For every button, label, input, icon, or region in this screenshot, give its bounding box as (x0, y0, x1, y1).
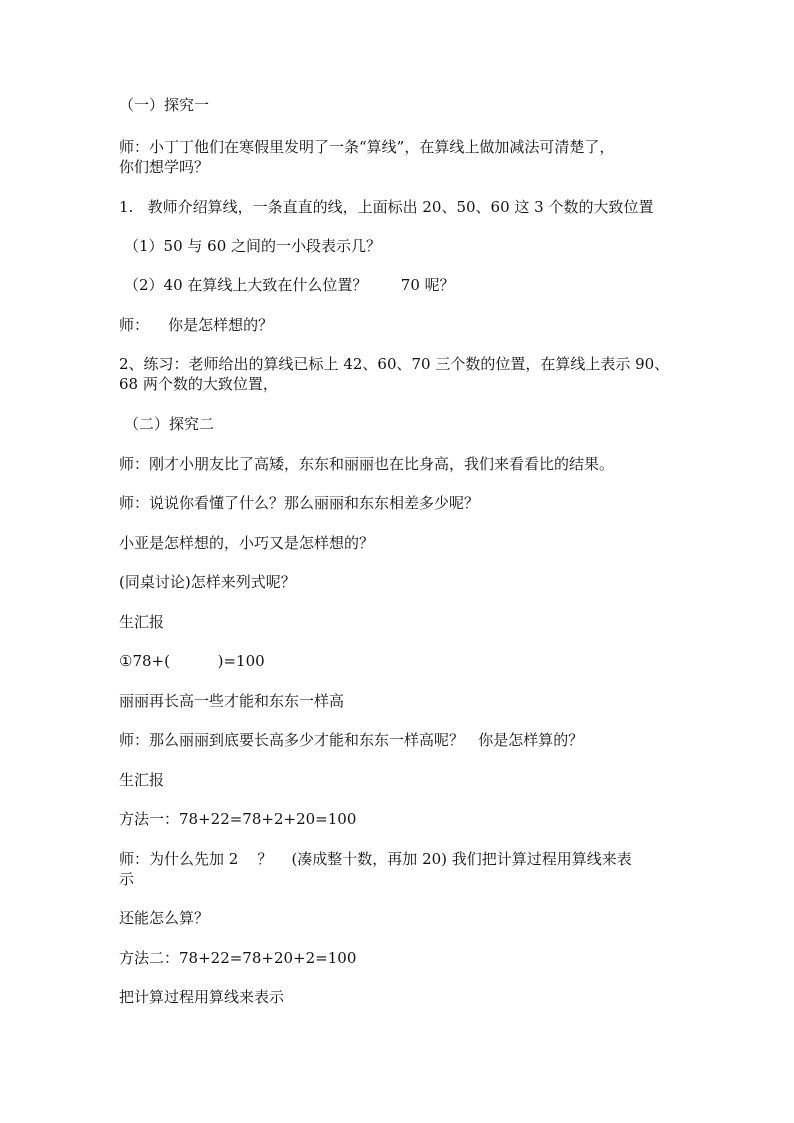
section-heading-explore-1: （一）探究一 (119, 96, 210, 114)
desk-discussion: (同桌讨论)怎样来列式呢？ (119, 573, 296, 591)
student-report-2: 生汇报 (119, 771, 165, 789)
lili-grow-taller: 丽丽再长高一些才能和东东一样高 (119, 692, 345, 710)
section-heading-explore-2: （二）探究二 (124, 415, 215, 433)
other-ways: 还能怎么算？ (119, 909, 210, 927)
teacher-height-compare: 师：刚才小朋友比了高矮，东东和丽丽也在比身高，我们来看看比的结果。 (119, 455, 615, 473)
paragraph-teacher-intro: 师：小丁丁他们在寒假里发明了一条“算线”，在算线上做加减法可清楚了， (119, 138, 615, 156)
question-2: （2）40 在算线上大致在什么位置？ 70 呢？ (124, 276, 455, 294)
teacher-ask-thinking: 师： 你是怎样想的？ (119, 316, 274, 334)
teacher-difference: 师：说说你看懂了什么？那么丽丽和东东相差多少呢？ (119, 494, 480, 512)
teacher-why-add-2: 师：为什么先加 2 ？ (凑成整十数，再加 20) 我们把计算过程用算线来表 (119, 850, 632, 868)
show-on-line: 把计算过程用算线来表示 (119, 988, 285, 1006)
method-two: 方法二：78+22=78+20+2=100 (119, 949, 357, 967)
item-2-practice-cont: 68 两个数的大致位置， (119, 375, 278, 393)
item-2-practice: 2、练习：老师给出的算线已标上 42、60、70 三个数的位置，在算线上表示 90、 (119, 355, 670, 373)
teacher-why-add-2-cont: 示 (119, 870, 135, 888)
question-1: （1）50 与 60 之间的一小段表示几？ (124, 237, 382, 255)
item-1-introduce-line: 1. 教师介绍算线，一条直直的线，上面标出 20、50、60 这 3 个数的大致位置 (119, 198, 654, 216)
method-one: 方法一：78+22=78+2+20=100 (119, 810, 357, 828)
equation-blank: ①78+( )=100 (119, 652, 265, 670)
paragraph-teacher-intro-cont: 你们想学吗？ (119, 158, 210, 176)
teacher-how-much-taller: 师：那么丽丽到底要长高多少才能和东东一样高呢？ 你是怎样算的？ (119, 731, 584, 749)
student-report-1: 生汇报 (119, 613, 165, 631)
xiaoya-xiaoqiao-thinking: 小亚是怎样想的，小巧又是怎样想的？ (119, 534, 375, 552)
